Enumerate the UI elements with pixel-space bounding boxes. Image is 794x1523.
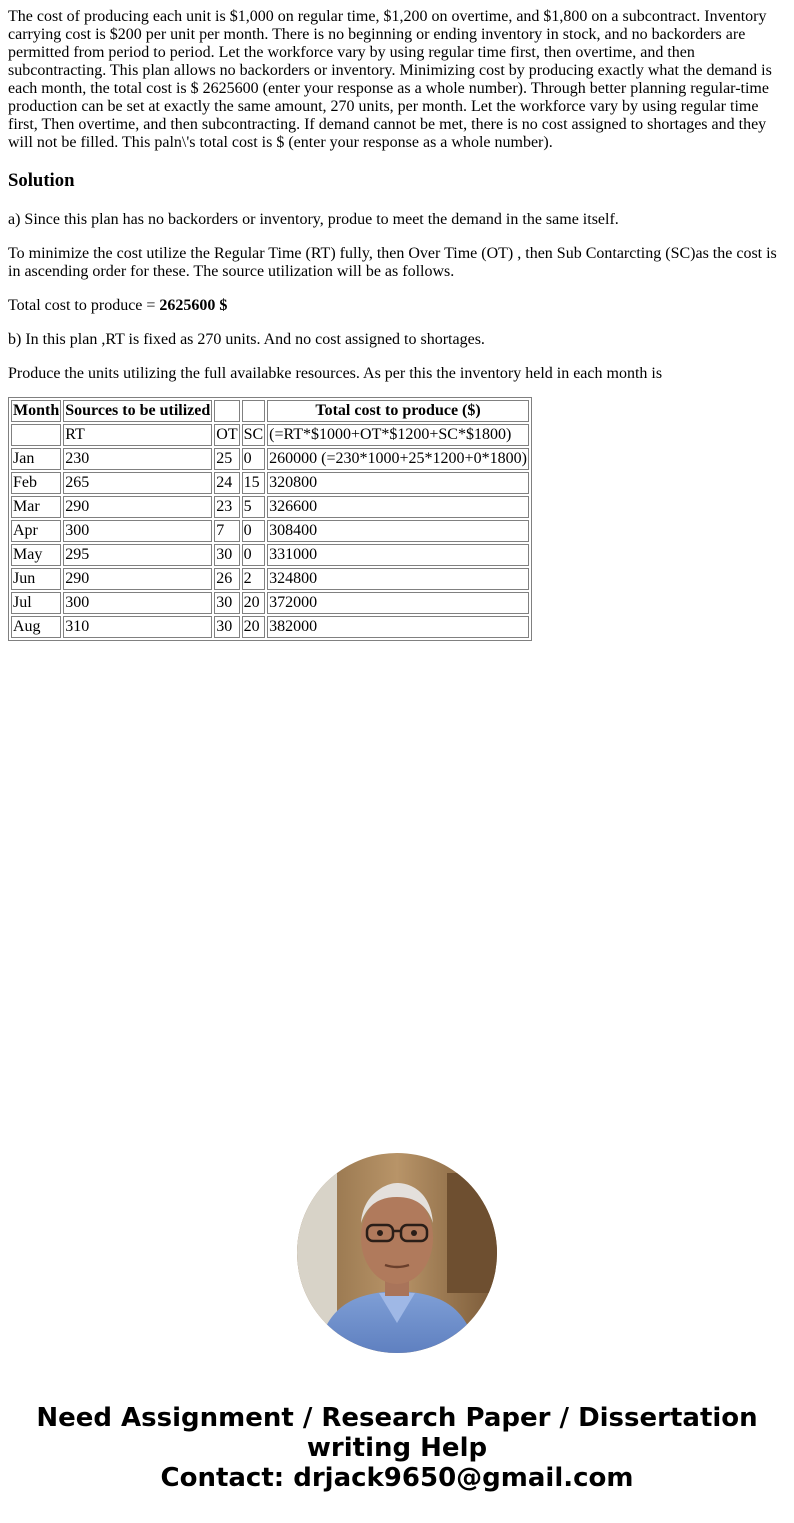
minimize-text: To minimize the cost utilize the Regular Time (RT) fully, then Over Time (OT) , then Sub Contarcting (SC)as the cost is in ascending order for these. The source utilization will be as follows.	[8, 245, 777, 280]
part-b-text: b) In this plan ,RT is fixed as 270 units. And no cost assigned to shortages.	[8, 331, 485, 348]
month-cell: Jan	[11, 448, 61, 470]
header-blank-2	[242, 400, 266, 422]
sc-cell: 2	[242, 568, 266, 590]
header-blank-1	[214, 400, 239, 422]
ot-cell: 25	[214, 448, 239, 470]
solution-heading: Solution	[8, 170, 75, 191]
table-row	[11, 472, 529, 494]
total-cost-label: Total cost to produce =	[8, 297, 160, 314]
table-row	[11, 592, 529, 614]
table-row	[11, 448, 529, 470]
header-total-cost: Total cost to produce ($)	[267, 400, 529, 422]
rt-cell: 290	[63, 568, 212, 590]
ot-cell: 26	[214, 568, 239, 590]
table-row	[11, 568, 529, 590]
footer-contact: Contact: drjack9650@gmail.com	[160, 1463, 634, 1493]
sc-cell: 0	[242, 520, 266, 542]
rt-cell: 265	[63, 472, 212, 494]
rt-cell: 300	[63, 520, 212, 542]
subheader-sc: SC	[242, 424, 266, 446]
sc-cell: 0	[242, 448, 266, 470]
question-text: The cost of producing each unit is $1,000 on regular time, $1,200 on overtime, and $1,800 on a subcontract. Inventory carrying cost is $200 per unit per month. There is no beginning or ending inventory in stock, and no backorders are permitted from period to period. Let the workforce vary by using regular time first, then overtime, and then subcontracting. This plan allows no backorders or inventory. Minimizing cost by producing exactly what the demand is each month, the total cost is $ 2625600 (enter your response as a whole number). Through better planning regular-time production can be set at exactly the same amount, 270 units, per month. Let the workforce vary by using regular time first, Then overtime, and then subcontracting. If demand cannot be met, there is no cost assigned to shortages and they will not be filled. This paln\'s total cost is $ (enter your response as a whole number).	[8, 8, 772, 151]
produce-text: Produce the units utilizing the full availabke resources. As per this the inventory held in each month is	[8, 365, 663, 382]
ot-cell: 24	[214, 472, 239, 494]
ot-cell: 7	[214, 520, 239, 542]
ot-cell: 23	[214, 496, 239, 518]
results-table	[8, 397, 532, 641]
document-body	[0, 0, 794, 641]
author-photo	[297, 1153, 497, 1353]
subheader-formula: (=RT*$1000+OT*$1200+SC*$1800)	[267, 424, 529, 446]
rt-cell: 230	[63, 448, 212, 470]
ot-cell: 30	[214, 544, 239, 566]
total-cost-cell: 382000	[267, 616, 529, 638]
table-header-row	[11, 400, 529, 422]
month-cell: Apr	[11, 520, 61, 542]
month-cell: Jun	[11, 568, 61, 590]
sc-cell: 15	[242, 472, 266, 494]
sc-cell: 20	[242, 592, 266, 614]
subheader-ot: OT	[214, 424, 239, 446]
subheader-cell	[11, 424, 61, 446]
header-month: Month	[11, 400, 61, 422]
table-row	[11, 520, 529, 542]
month-cell: Aug	[11, 616, 61, 638]
ot-cell: 30	[214, 616, 239, 638]
sc-cell: 20	[242, 616, 266, 638]
total-cost-line	[8, 297, 786, 315]
rt-cell: 300	[63, 592, 212, 614]
header-sources: Sources to be utilized	[63, 400, 212, 422]
table-row	[11, 616, 529, 638]
sc-cell: 0	[242, 544, 266, 566]
total-cost-cell: 260000 (=230*1000+25*1200+0*1800)	[267, 448, 529, 470]
part-a-text: a) Since this plan has no backorders or inventory, produe to meet the demand in the same itself.	[8, 211, 619, 228]
total-cost-cell: 326600	[267, 496, 529, 518]
table-subheader-row	[11, 424, 529, 446]
total-cost-cell: 308400	[267, 520, 529, 542]
footer-line-1: Need Assignment / Research Paper / Dissertation	[36, 1403, 758, 1433]
total-cost-cell: 372000	[267, 592, 529, 614]
total-cost-cell: 324800	[267, 568, 529, 590]
table-row	[11, 496, 529, 518]
footer-line-2: writing Help	[306, 1433, 488, 1463]
rt-cell: 290	[63, 496, 212, 518]
month-cell: Mar	[11, 496, 61, 518]
total-cost-cell: 331000	[267, 544, 529, 566]
total-cost-cell: 320800	[267, 472, 529, 494]
month-cell: Jul	[11, 592, 61, 614]
rt-cell: 295	[63, 544, 212, 566]
footer-banner	[0, 1403, 794, 1493]
sc-cell: 5	[242, 496, 266, 518]
table-row	[11, 544, 529, 566]
total-cost-value: 2625600 $	[159, 297, 228, 314]
month-cell: May	[11, 544, 61, 566]
ot-cell: 30	[214, 592, 239, 614]
subheader-rt: RT	[63, 424, 212, 446]
month-cell: Feb	[11, 472, 61, 494]
portrait-image	[297, 1153, 497, 1353]
rt-cell: 310	[63, 616, 212, 638]
